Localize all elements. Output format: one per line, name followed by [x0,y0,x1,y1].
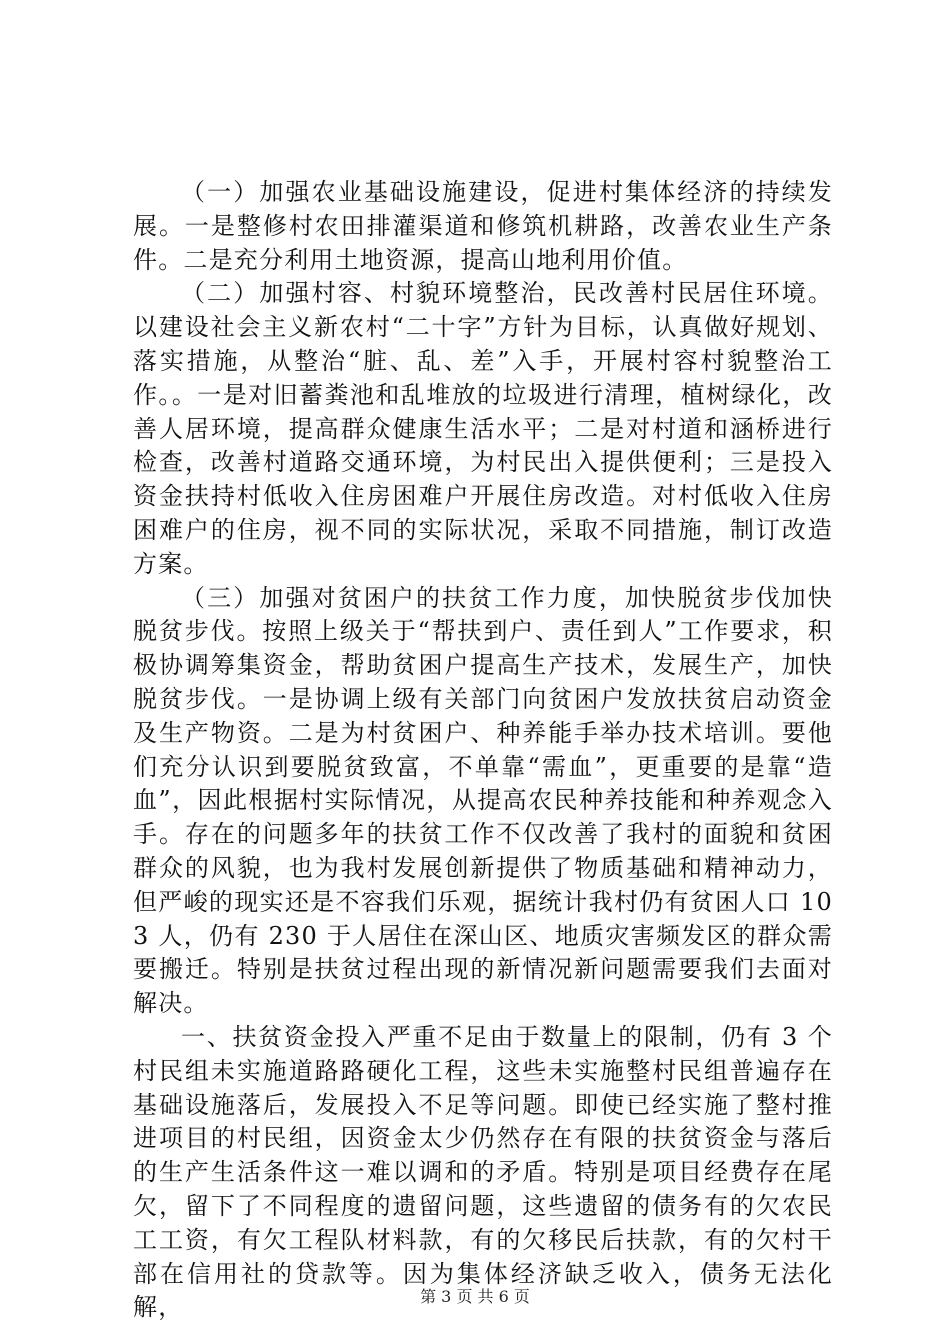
paragraph-village-environment: （二）加强村容、村貌环境整治，民改善村民居住环境。以建设社会主义新农村“二十字”方针为目标，认真做好规划、落实措施，从整治“脏、乱、差”入手，开展村容村貌整治工作。。一是对旧蓄粪池和乱堆放的垃圾进行清理，植树绿化，改善人居环境，提高群众健康生活水平；二是对村道和涵桥进行检查，改善村道路交通环境，为村民出入提供便利；三是投入资金扶持村低收入住房困难户开展住房改造。对村低收入住房困难户的住房，视不同的实际状况，采取不同措施，制订改造方案。 [133,279,833,578]
page-number-footer: 第 3 页 共 6 页 [420,1287,530,1306]
document-body [133,176,833,1325]
paragraph-agriculture-infrastructure: （一）加强农业基础设施建设，促进村集体经济的持续发展。一是整修村农田排灌渠道和修筑机耕路，改善农业生产条件。二是充分利用土地资源，提高山地利用价值。 [133,178,833,274]
paragraph-funding-shortage: 一、扶贫资金投入严重不足由于数量上的限制，仍有 3 个村民组未实施道路路硬化工程，这些未实施整村民组普遍存在基础设施落后，发展投入不足等问题。即使已经实施了整村推进项目的村民组，因资金太少仍然存在有限的扶贫资金与落后的生产生活条件这一难以调和的矛盾。特别是项目经费存在尾欠，留下了不同程度的遗留问题，这些遗留的债务有的欠农民工工资，有欠工程队材料款，有的欠移民后扶款，有的欠村干部在信用社的贷款等。因为集体经济缺乏收入，债务无法化解， [133,1022,833,1322]
paragraph-poverty-alleviation: （三）加强对贫困户的扶贫工作力度，加快脱贫步伐加快脱贫步伐。按照上级关于“帮扶到户、责任到人”工作要求，积极协调筹集资金，帮助贫困户提高生产技术，发展生产，加快脱贫步伐。一是协调上级有关部门向贫困户发放扶贫启动资金及生产物资。二是为村贫困户、种养能手举办技术培训。要他们充分认识到要脱贫致富，不单靠“需血”，更重要的是靠“造血”，因此根据村实际情况，从提高农民种养技能和种养观念入手。存在的问题多年的扶贫工作不仅改善了我村的面貌和贫困群众的风貌，也为我村发展创新提供了物质基础和精神动力，但严峻的现实还是不容我们乐观，据统计我村仍有贫困人口 103 人，仍有 230 于人居住在深山区、地质灾害频发区的群众需要搬迁。特别是扶贫过程出现的新情况新问题需要我们去面对解决。 [133,583,833,1018]
